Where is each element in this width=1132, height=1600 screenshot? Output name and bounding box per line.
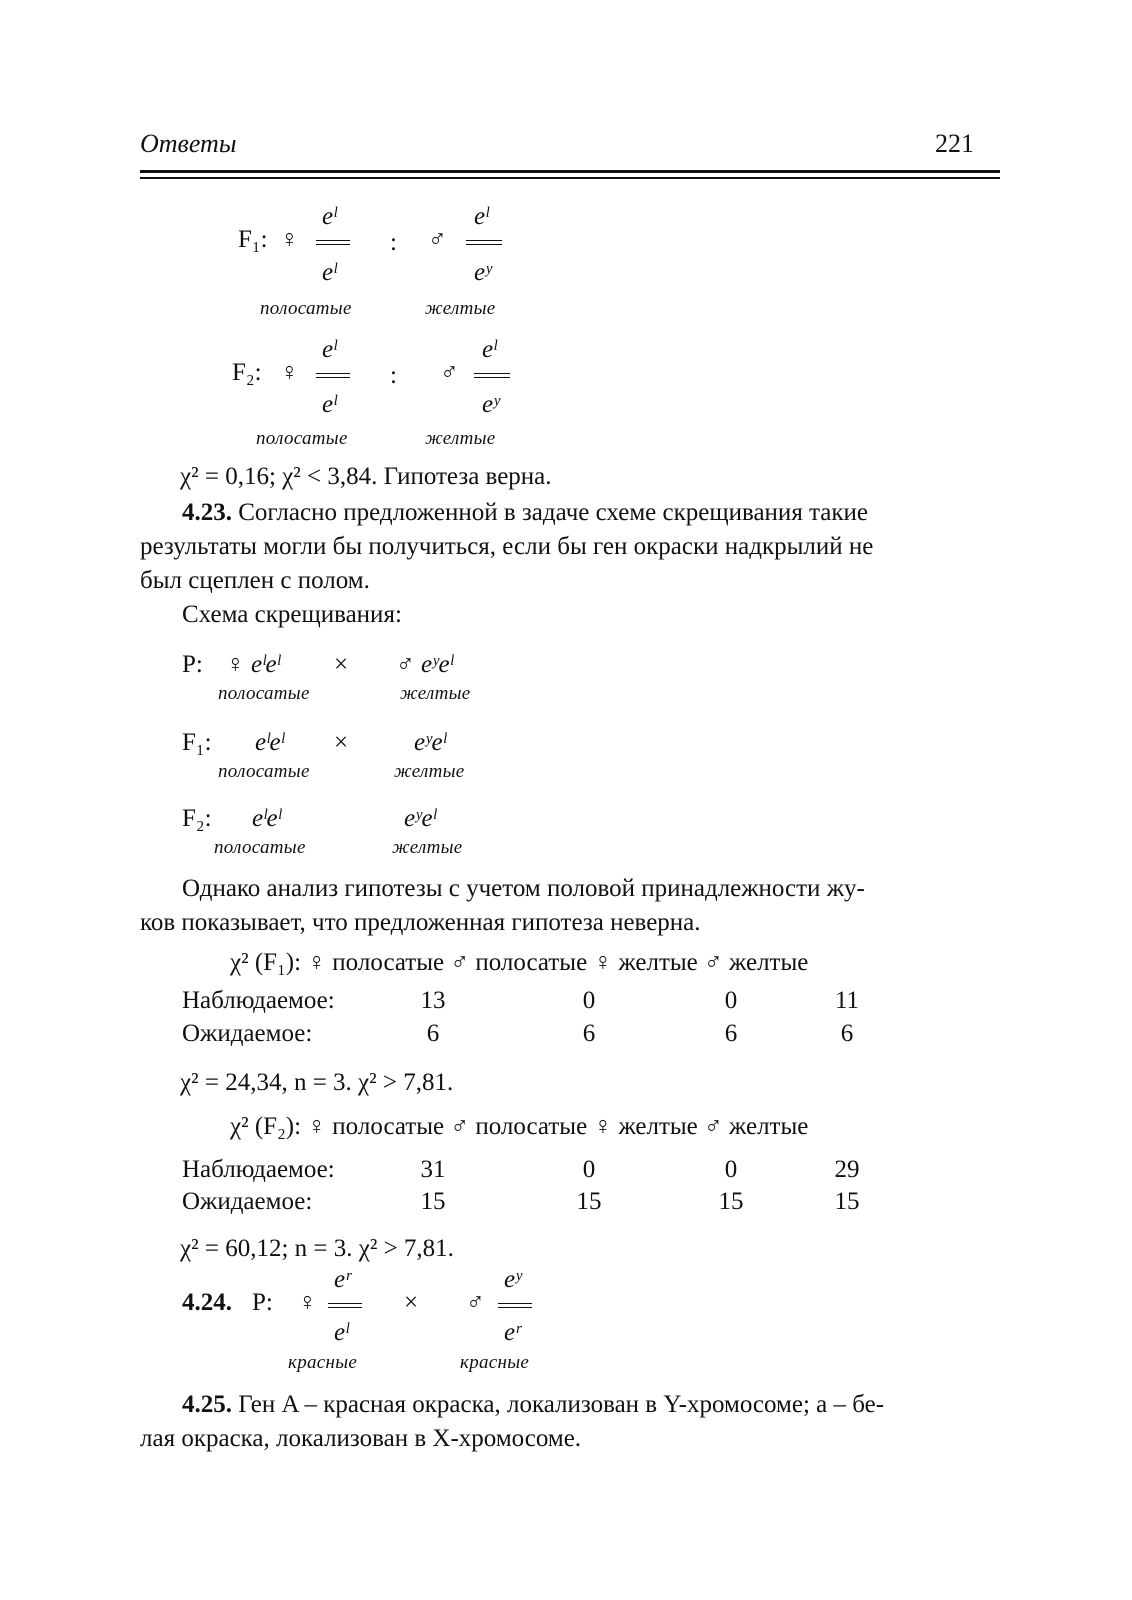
female-caption: красные [288,1352,358,1373]
observed-cell: 29 [834,1156,860,1183]
fraction-bar [328,1303,362,1308]
table-heading: χ² (F₁): ♀ полосатые ♂ полосатые ♀ желтые ♂ желтые [230,949,809,976]
problem-425-line1 [182,1390,884,1420]
male-symbol: ♂ [440,359,459,386]
problem-423-line1 [182,498,868,528]
page-number: 221 [935,129,974,158]
scheme-p-label: P: [182,651,203,678]
f2-female-top: eˡ [322,336,337,363]
scheme-f2-left: eˡeˡ [252,805,282,832]
male-bottom: eʳ [504,1319,521,1346]
scheme-f2-right: eʸeˡ [404,805,436,832]
f2-male-caption: желтые [425,428,496,449]
expected-cell: 6 [840,1020,854,1047]
expected-label: Ожидаемое: [182,1188,313,1215]
fraction-bar-y [498,1303,532,1308]
chi-square-result-f2: χ² = 60,12; n = 3. χ² > 7,81. [180,1235,454,1262]
p-label: P: [252,1289,273,1316]
female-top: eʳ [334,1266,351,1293]
expected-cell: 15 [718,1188,744,1215]
fraction-bar-y [474,373,510,378]
problem-number: 4.25. [182,1391,232,1418]
female-symbol: ♀ [298,1289,317,1316]
observed-cell: 0 [724,987,738,1014]
male-symbol: ♂ [428,226,447,253]
expected-label: Ожидаемое: [182,1020,313,1047]
problem-text: Согласно предложенной в задаче схеме скрещивания такие [232,499,869,526]
colon: : [390,229,397,256]
scheme-f1-right-caption: желтые [394,761,465,782]
header-rule-top [140,170,1000,173]
scheme-f1-left: eˡeˡ [255,729,285,756]
scheme-p-male: ♂ eʸeˡ [396,651,453,678]
problem-425-line2: лая окраска, локализован в X-хромосоме. [140,1425,582,1452]
scheme-f2-label: F₂: [182,805,212,832]
problem-text: Ген A – красная окраска, локализован в Y-хромосоме; a – бе- [232,1391,885,1418]
problem-number: 4.24. [182,1289,232,1316]
f2-female-caption: полосатые [256,428,348,449]
f1-female-bottom: eˡ [322,259,337,286]
problem-423-line2: результаты могли бы получиться, если бы ген окраски надкрылий не [140,533,874,560]
section-title: Ответы [140,129,237,158]
expected-cell: 15 [420,1188,446,1215]
chi-square-result-f1: χ² = 24,34, n = 3. χ² > 7,81. [180,1069,454,1096]
colon: : [390,362,397,389]
observed-cell: 0 [724,1156,738,1183]
observed-cell: 13 [420,987,446,1014]
f1-male-caption: желтые [425,298,496,319]
scheme-p-male-caption: желтые [400,683,471,704]
scheme-f2-left-caption: полосатые [214,837,306,858]
f2-female-bottom: eˡ [322,391,337,418]
scheme-p-female-caption: полосатые [218,683,310,704]
chi-square-result-1: χ² = 0,16; χ² < 3,84. Гипотеза верна. [180,463,552,490]
scheme-title: Схема скрещивания: [182,601,402,628]
observed-label: Наблюдаемое: [182,1156,335,1183]
observed-cell: 11 [834,987,860,1014]
analysis-line2: ков показывает, что предложенная гипотеза неверна. [140,909,701,936]
table-heading: χ² (F₂): ♀ полосатые ♂ полосатые ♀ желтые ♂ желтые [230,1113,809,1140]
female-symbol: ♀ [280,359,299,386]
cross-symbol: × [334,729,349,756]
analysis-line1: Однако анализ гипотезы с учетом половой принадлежности жу- [182,875,865,902]
expected-cell: 6 [426,1020,440,1047]
f2-label: F₂: [232,359,262,386]
problem-423-line3: был сцеплен с полом. [140,567,370,594]
male-top: eʸ [504,1266,522,1293]
cross-symbol: × [404,1289,419,1316]
scheme-f1-label: F₁: [182,729,212,756]
cross-symbol: × [334,651,349,678]
f1-female-top: eˡ [322,203,337,230]
observed-label: Наблюдаемое: [182,987,335,1014]
expected-cell: 6 [582,1020,596,1047]
expected-cell: 15 [834,1188,860,1215]
fraction-bar [316,373,350,378]
male-symbol: ♂ [466,1289,485,1316]
f1-female-caption: полосатые [260,298,352,319]
scheme-p-female: ♀ eˡeˡ [226,651,281,678]
expected-cell: 15 [576,1188,602,1215]
fraction-bar [316,240,350,245]
female-bottom: eˡ [334,1319,349,1346]
fraction-bar-y [466,240,502,245]
female-symbol: ♀ [280,226,299,253]
scheme-f2-right-caption: желтые [392,837,463,858]
observed-cell: 0 [582,1156,596,1183]
problem-number: 4.23. [182,499,232,526]
f2-male-top: eˡ [482,336,497,363]
f1-label: F₁: [238,226,268,253]
scheme-f1-right: eʸeˡ [414,729,446,756]
header-rule-bottom [140,177,1000,179]
observed-cell: 31 [420,1156,446,1183]
f1-male-bottom: eʸ [474,259,492,286]
expected-cell: 6 [724,1020,738,1047]
f2-male-bottom: eʸ [482,391,500,418]
male-caption: красные [460,1352,530,1373]
observed-cell: 0 [582,987,596,1014]
scheme-f1-left-caption: полосатые [218,761,310,782]
f1-male-top: eˡ [474,203,489,230]
